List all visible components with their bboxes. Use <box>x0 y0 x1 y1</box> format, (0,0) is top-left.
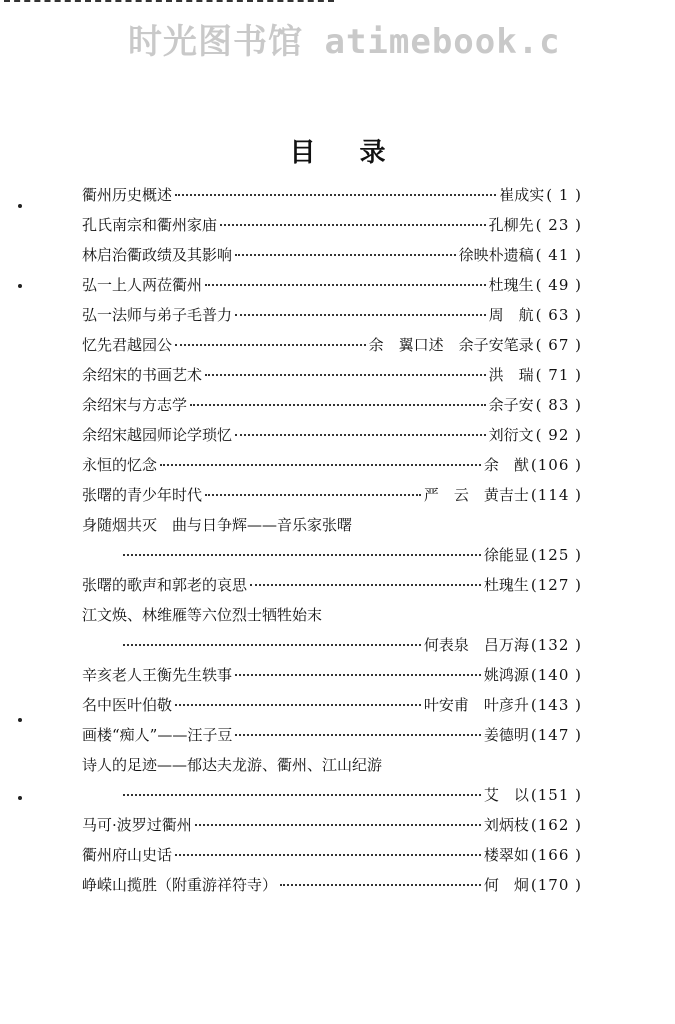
dot-leader <box>160 463 481 466</box>
toc-entry-author: 洪 瑞 <box>488 366 534 384</box>
toc-entry <box>82 330 582 360</box>
toc-entry-author: 刘衍文 <box>488 426 534 444</box>
dot-leader <box>235 673 481 676</box>
margin-dot <box>18 284 22 288</box>
toc-entry-author: 余 翼口述 余子安笔录 <box>368 336 534 354</box>
dot-leader <box>250 583 481 586</box>
toc-entry-author: 周 航 <box>488 306 534 324</box>
toc-entry <box>82 570 582 600</box>
toc-entry-page: (132 ) <box>530 636 582 654</box>
toc-entry-author: 何表泉 吕万海 <box>423 636 529 654</box>
margin-dot <box>18 204 22 208</box>
page-title: 目录 <box>289 138 430 168</box>
toc-entry-title: 峥嵘山揽胜（附重游祥符寺） <box>82 876 278 894</box>
toc-entry <box>82 420 582 450</box>
toc-entry-author: 徐能显 <box>483 546 529 564</box>
toc-entry-page: (170 ) <box>530 876 582 894</box>
table-of-contents <box>82 180 582 900</box>
toc-entry-page: ( 83 ) <box>535 396 582 414</box>
toc-entry-title: 辛亥老人王衡先生轶事 <box>82 666 233 684</box>
toc-entry-title: 张曙的歌声和郭老的哀思 <box>82 576 248 594</box>
dot-leader <box>190 403 486 406</box>
toc-entry <box>82 210 582 240</box>
toc-entry-title: 诗人的足迹——郁达夫龙游、衢州、江山纪游 <box>82 756 383 774</box>
toc-entry <box>82 870 582 900</box>
toc-entry-page: (162 ) <box>530 816 582 834</box>
toc-entry-title: 林启治衢政绩及其影响 <box>82 246 233 264</box>
dot-leader <box>280 883 481 886</box>
toc-entry-author: 余 猷 <box>483 456 529 474</box>
toc-entry <box>82 360 582 390</box>
toc-entry-page: ( 67 ) <box>535 336 582 354</box>
toc-entry-page: (147 ) <box>530 726 582 744</box>
toc-entry-title: 余绍宋的书画艺术 <box>82 366 203 384</box>
top-dashed-line <box>4 0 334 14</box>
toc-entry-title: 孔氏南宗和衢州家庙 <box>82 216 218 234</box>
toc-entry-page: (151 ) <box>530 786 582 804</box>
toc-entry-author: 孔柳先 <box>488 216 534 234</box>
dot-leader <box>175 193 496 196</box>
toc-entry <box>82 660 582 690</box>
toc-entry-page: ( 92 ) <box>535 426 582 444</box>
toc-entry-title: 张曙的青少年时代 <box>82 486 203 504</box>
toc-entry-author: 严 云 黄吉士 <box>423 486 529 504</box>
toc-entry-title: 马可·波罗过衢州 <box>82 816 192 834</box>
toc-entry <box>82 750 582 780</box>
toc-entry-title: 弘一上人两莅衢州 <box>82 276 203 294</box>
toc-entry-title: 身随烟共灭 曲与日争辉——音乐家张曙 <box>82 516 353 534</box>
toc-entry-author: 何 炯 <box>483 876 529 894</box>
toc-entry-author: 崔成实 <box>499 186 545 204</box>
toc-entry <box>82 780 582 810</box>
dot-leader <box>205 373 486 376</box>
toc-entry-page: (125 ) <box>530 546 582 564</box>
toc-entry-page: (127 ) <box>530 576 582 594</box>
toc-entry-author: 杜瑰生 <box>483 576 529 594</box>
toc-entry-title: 余绍宋与方志学 <box>82 396 188 414</box>
dot-leader <box>175 343 366 346</box>
margin-dot <box>18 796 22 800</box>
dot-leader <box>123 643 421 646</box>
toc-entry-author: 徐映朴遗稿 <box>458 246 534 264</box>
dot-leader <box>175 703 421 706</box>
toc-entry-author: 杜瑰生 <box>488 276 534 294</box>
toc-entry-author: 姜德明 <box>483 726 529 744</box>
toc-entry-title: 衢州府山史话 <box>82 846 173 864</box>
toc-entry-page: ( 1 ) <box>546 186 582 204</box>
toc-entry <box>82 480 582 510</box>
dot-leader <box>123 553 481 556</box>
toc-entry-author: 楼翠如 <box>483 846 529 864</box>
toc-entry-page: (143 ) <box>530 696 582 714</box>
toc-entry <box>82 630 582 660</box>
toc-entry-page: ( 23 ) <box>535 216 582 234</box>
toc-entry <box>82 180 582 210</box>
toc-entry <box>82 390 582 420</box>
toc-entry-author: 艾 以 <box>483 786 529 804</box>
toc-entry <box>82 840 582 870</box>
toc-entry <box>82 300 582 330</box>
toc-entry <box>82 810 582 840</box>
toc-entry-page: (140 ) <box>530 666 582 684</box>
toc-entry-title: 江文焕、林维雁等六位烈士牺牲始末 <box>82 606 323 624</box>
toc-entry <box>82 600 582 630</box>
toc-entry-page: ( 41 ) <box>535 246 582 264</box>
toc-entry-title: 忆先君越园公 <box>82 336 173 354</box>
toc-entry-title: 永恒的忆念 <box>82 456 158 474</box>
dot-leader <box>235 733 481 736</box>
toc-entry-author: 叶安甫 叶彦升 <box>423 696 529 714</box>
watermark: 时光图书馆 atimebook.c <box>128 22 561 62</box>
dot-leader <box>205 493 421 496</box>
toc-entry-author: 姚鸿源 <box>483 666 529 684</box>
dot-leader <box>235 433 486 436</box>
toc-entry <box>82 690 582 720</box>
toc-entry <box>82 450 582 480</box>
toc-entry-title: 弘一法师与弟子毛普力 <box>82 306 233 324</box>
toc-entry <box>82 270 582 300</box>
dot-leader <box>123 793 481 796</box>
toc-entry-page: ( 63 ) <box>535 306 582 324</box>
toc-entry-title: 画楼“痴人”——汪子豆 <box>82 726 233 744</box>
dot-leader <box>235 253 456 256</box>
toc-entry <box>82 510 582 540</box>
toc-entry <box>82 540 582 570</box>
toc-entry-title: 余绍宋越园师论学琐忆 <box>82 426 233 444</box>
margin-dot <box>18 718 22 722</box>
dot-leader <box>220 223 486 226</box>
toc-entry <box>82 240 582 270</box>
toc-entry-page: ( 71 ) <box>535 366 582 384</box>
toc-entry-page: ( 49 ) <box>535 276 582 294</box>
toc-entry <box>82 720 582 750</box>
toc-entry-title: 衢州历史概述 <box>82 186 173 204</box>
dot-leader <box>205 283 486 286</box>
dot-leader <box>235 313 486 316</box>
toc-entry-page: (106 ) <box>530 456 582 474</box>
toc-entry-author: 刘炳枝 <box>483 816 529 834</box>
dot-leader <box>175 853 481 856</box>
dot-leader <box>195 823 481 826</box>
toc-entry-page: (114 ) <box>530 486 582 504</box>
toc-entry-title: 名中医叶伯敬 <box>82 696 173 714</box>
toc-entry-author: 余子安 <box>488 396 534 414</box>
toc-entry-page: (166 ) <box>530 846 582 864</box>
